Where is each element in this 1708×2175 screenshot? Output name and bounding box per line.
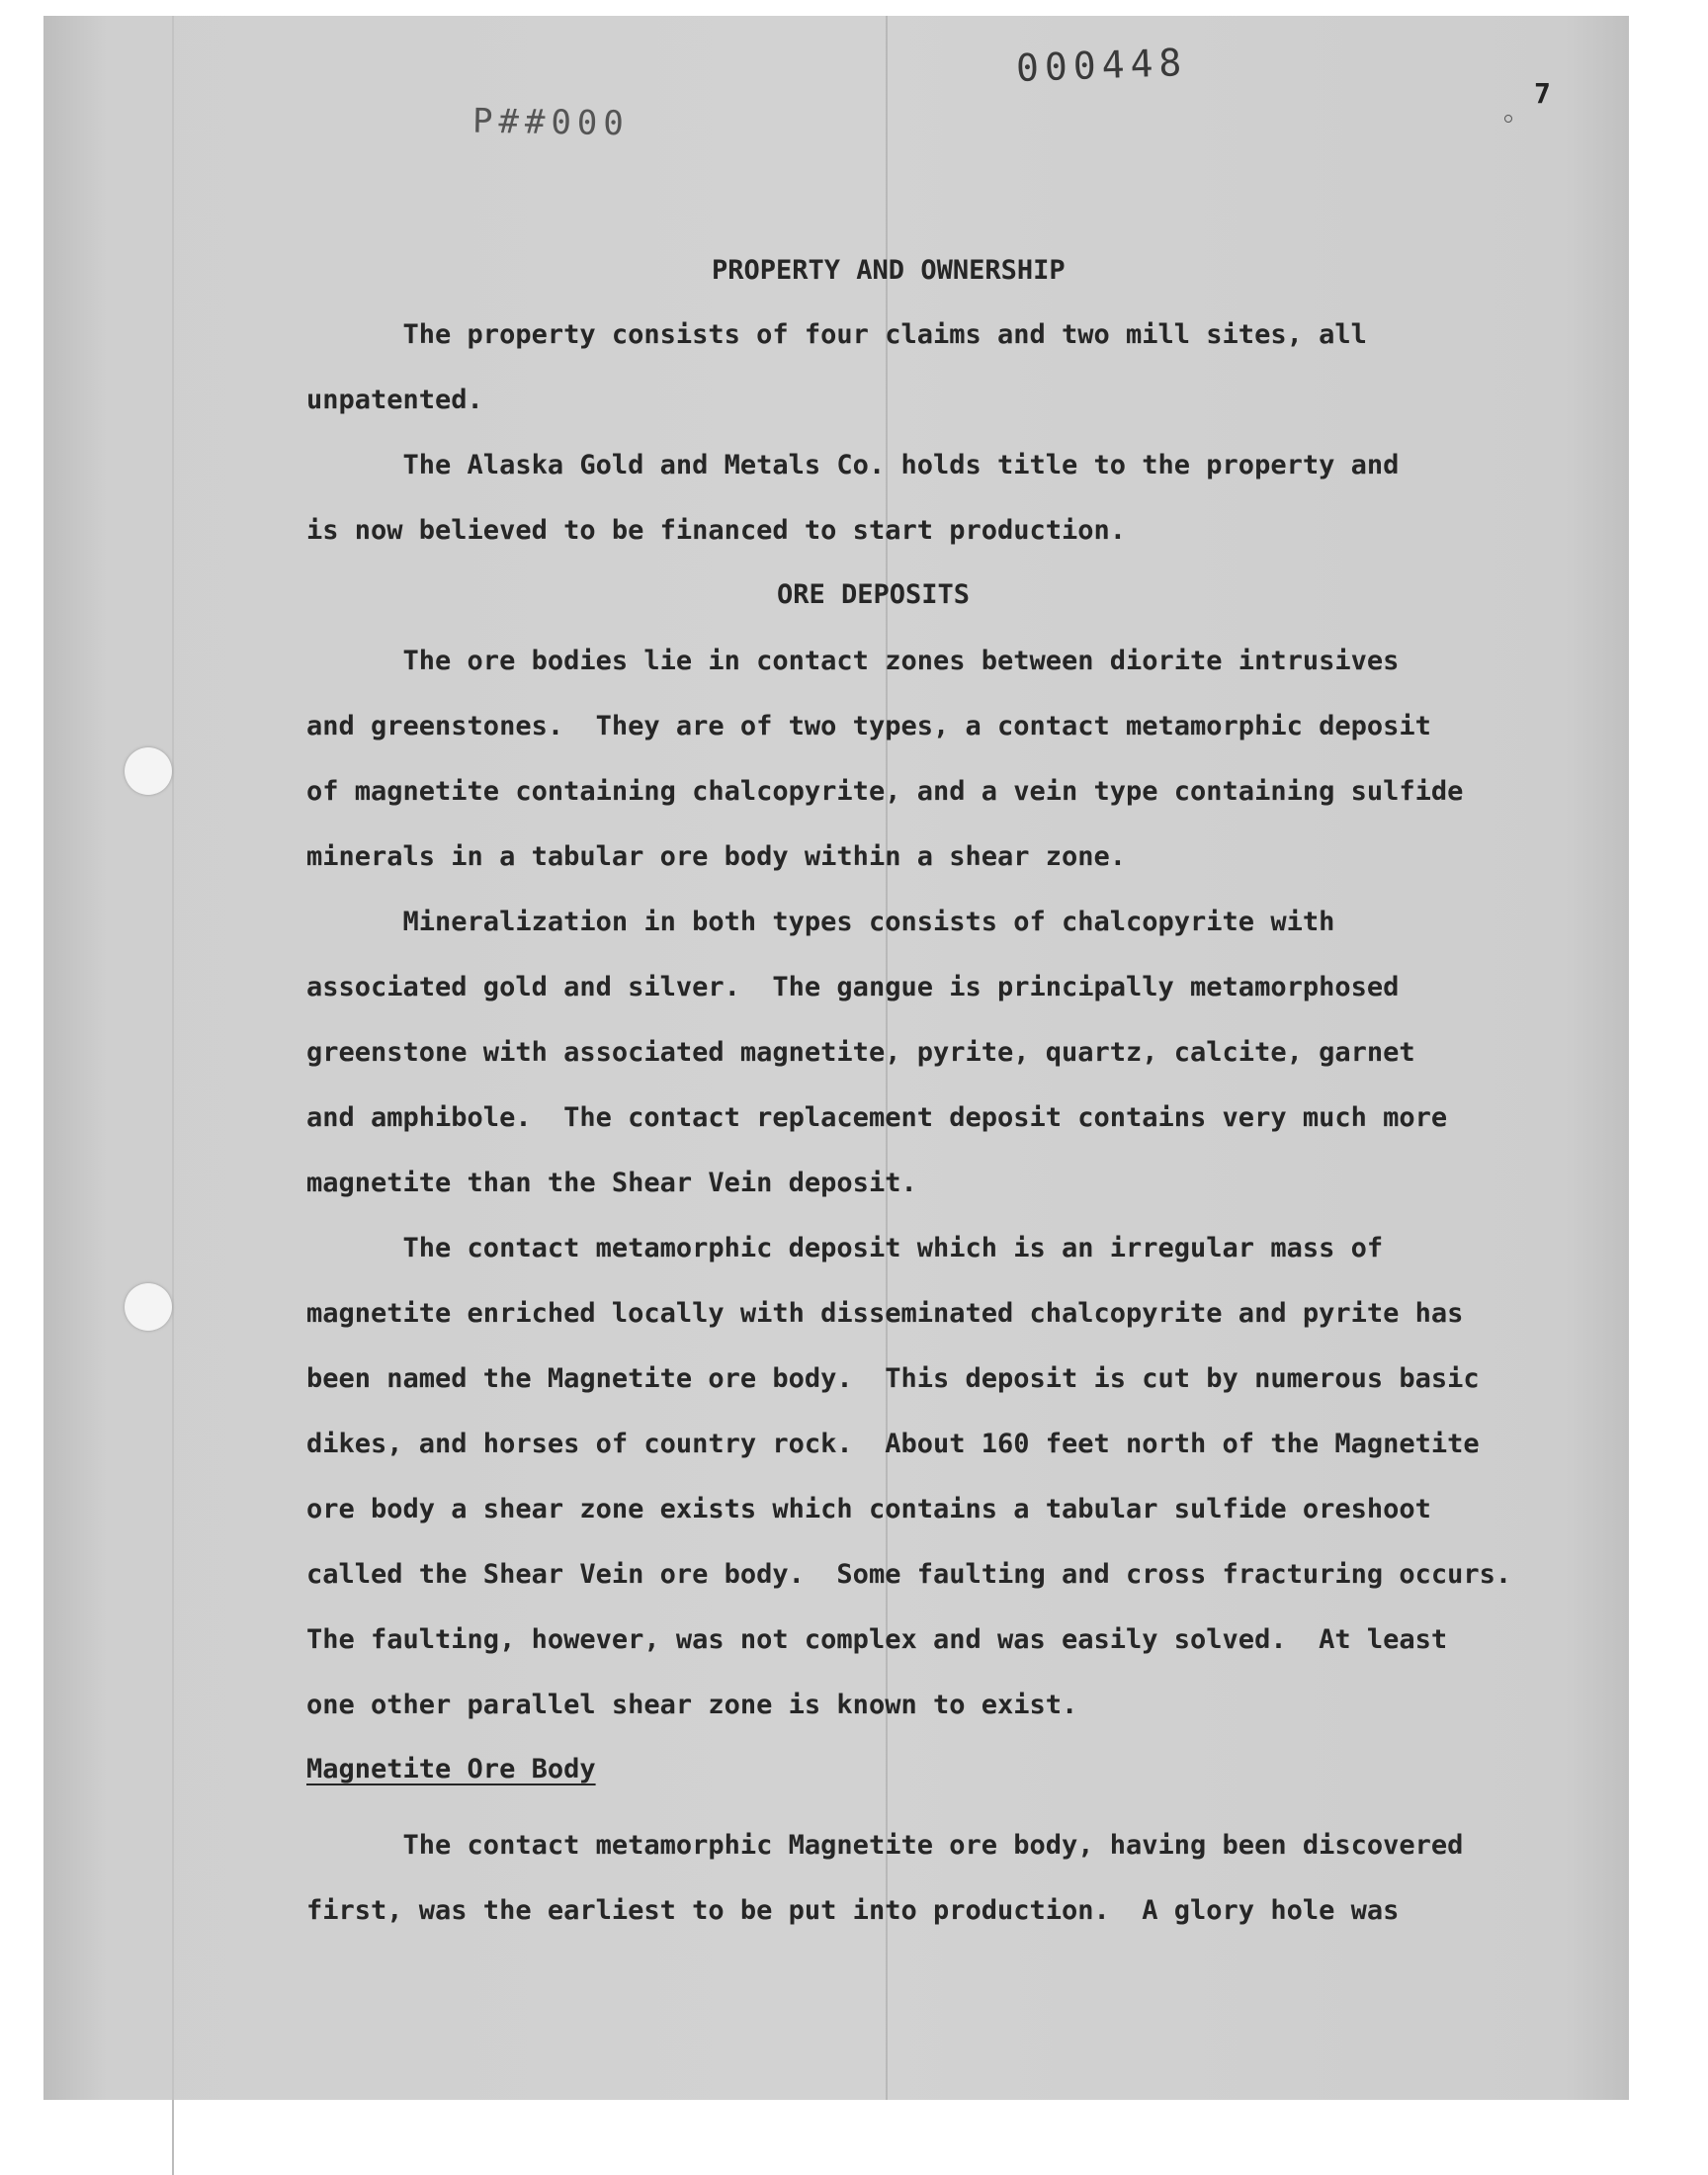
text-line: and greenstones. They are of two types, a contact metamorphic deposit xyxy=(306,711,1431,741)
margin-line xyxy=(172,16,174,2100)
text-line: unpatented. xyxy=(306,385,483,415)
scan-edge-line xyxy=(172,2100,174,2175)
text-line: of magnetite containing chalcopyrite, and a vein type containing sulfide xyxy=(306,776,1464,807)
property-paragraphs xyxy=(306,303,1562,564)
text-line: dikes, and horses of country rock. About 160 feet north of the Magnetite xyxy=(306,1429,1480,1459)
document-number-stamp: 000448 xyxy=(1015,40,1188,91)
page-number: 7 xyxy=(1534,77,1551,110)
text-line: The contact metamorphic deposit which is an irregular mass of xyxy=(306,1233,1384,1263)
magnetite-paragraph xyxy=(306,1813,1562,1944)
property-heading: PROPERTY AND OWNERSHIP xyxy=(712,255,1066,286)
text-line: The ore bodies lie in contact zones between diorite intrusives xyxy=(306,646,1400,676)
text-line: The contact metamorphic Magnetite ore body, having been discovered xyxy=(306,1830,1464,1861)
punch-hole-bottom xyxy=(125,1283,172,1331)
magnetite-ore-body-heading: Magnetite Ore Body xyxy=(306,1754,596,1784)
text-line: called the Shear Vein ore body. Some faulting and cross fracturing occurs. xyxy=(306,1559,1512,1590)
text-line: Mineralization in both types consists of chalcopyrite with xyxy=(306,907,1335,937)
text-line: The property consists of four claims and two mill sites, all xyxy=(306,319,1367,350)
text-line: The Alaska Gold and Metals Co. holds title to the property and xyxy=(306,450,1400,480)
text-line: magnetite than the Shear Vein deposit. xyxy=(306,1168,917,1198)
text-line: ore body a shear zone exists which contains a tabular sulfide oreshoot xyxy=(306,1494,1431,1524)
page-dot xyxy=(1504,115,1512,123)
text-line: The faulting, however, was not complex and was easily solved. At least xyxy=(306,1624,1448,1655)
text-line: greenstone with associated magnetite, pyrite, quartz, calcite, garnet xyxy=(306,1037,1415,1068)
handwritten-mark: P##000 xyxy=(471,101,631,144)
ore-deposits-heading: ORE DEPOSITS xyxy=(777,579,971,610)
punch-hole-top xyxy=(125,747,172,795)
text-line: associated gold and silver. The gangue is principally metamorphosed xyxy=(306,972,1400,1002)
text-line: magnetite enriched locally with disseminated chalcopyrite and pyrite has xyxy=(306,1298,1464,1329)
text-line: first, was the earliest to be put into production. A glory hole was xyxy=(306,1895,1400,1926)
text-line: been named the Magnetite ore body. This deposit is cut by numerous basic xyxy=(306,1363,1480,1394)
text-line: and amphibole. The contact replacement deposit contains very much more xyxy=(306,1102,1448,1133)
ore-paragraphs xyxy=(306,629,1562,1738)
text-line: minerals in a tabular ore body within a shear zone. xyxy=(306,841,1127,872)
text-line: is now believed to be financed to start production. xyxy=(306,515,1127,546)
scan-bottom-margin xyxy=(0,2100,1708,2175)
text-line: one other parallel shear zone is known to exist. xyxy=(306,1690,1078,1720)
